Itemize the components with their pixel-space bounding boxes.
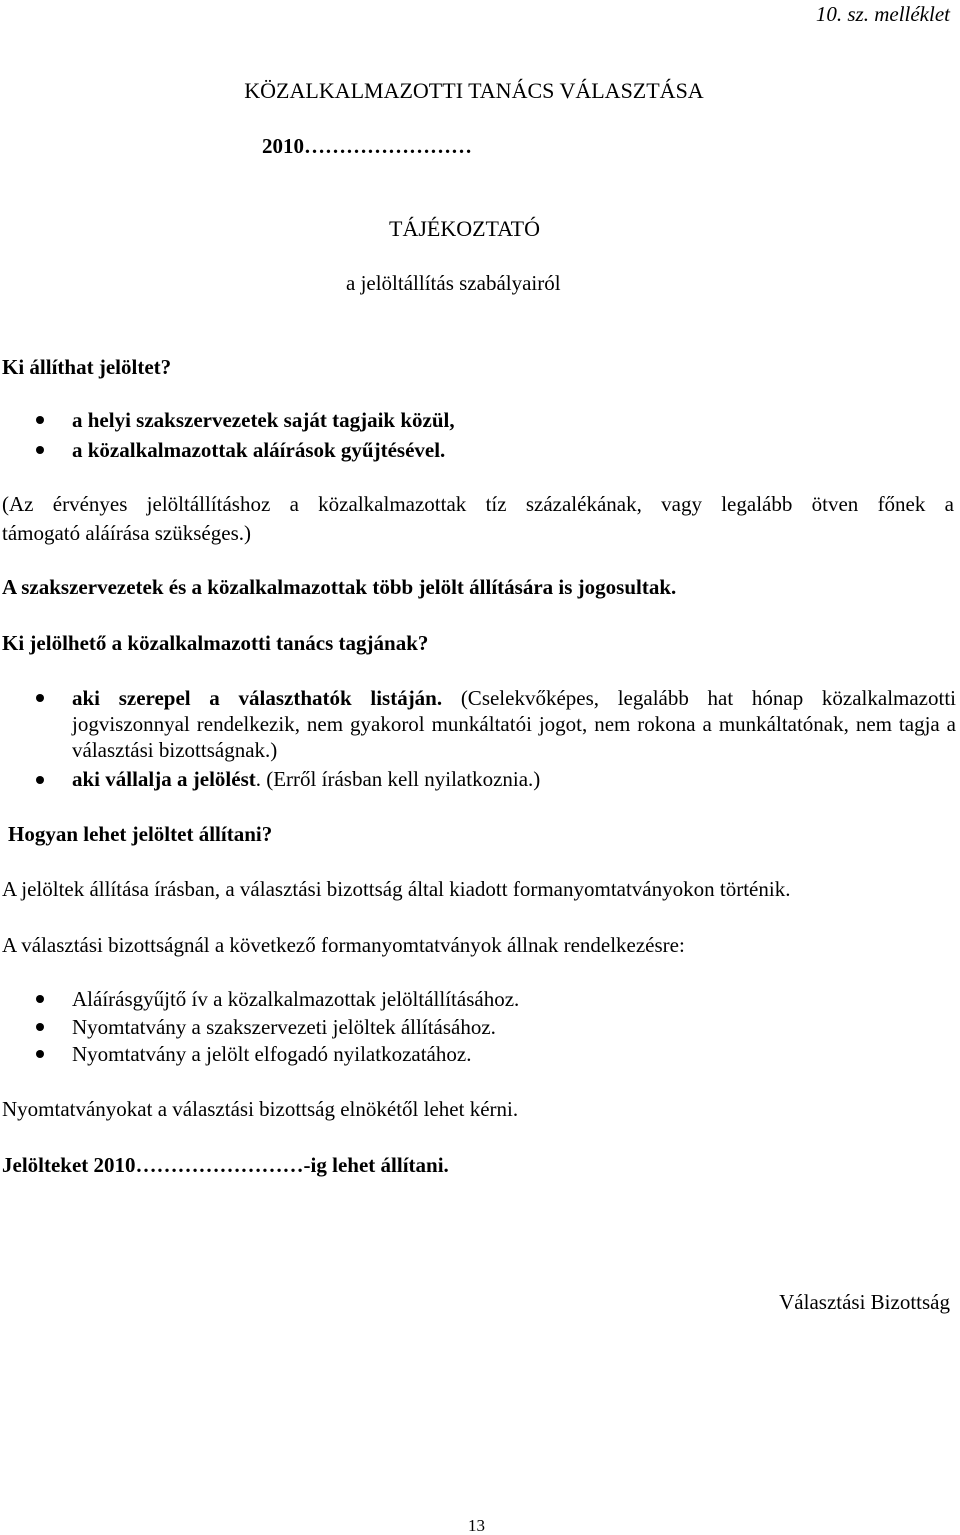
list-item: a közalkalmazottak aláírások gyűjtésével. [72,438,446,462]
forms-request-note: Nyomtatványokat a választási bizottság elnökétől lehet kérni. [2,1097,519,1121]
bullet-icon [36,776,44,784]
notice-heading: TÁJÉKOZTATÓ [389,216,540,241]
acceptance-details: . (Erről írásban kell nyilatkoznia.) [255,767,541,791]
bullet-icon [36,446,44,454]
section-question-who-eligible: Ki jelölhető a közalkalmazotti tanács tagjának? [2,631,429,655]
list-item: Nyomtatvány a jelölt elfogadó nyilatkozatához. [72,1042,472,1066]
nomination-method-paragraph: A jelöltek állítása írásban, a választási bizottság által kiadott formanyomtatványokon történik. [2,877,791,901]
signature-election-committee: Választási Bizottság [779,1290,950,1314]
bullet-icon [36,416,44,424]
support-note-line2: támogató aláírása szükséges.) [2,521,251,545]
year-line: 2010…………………… [262,134,472,158]
section-question-how-to-nominate: Hogyan lehet jelöltet állítani? [8,822,273,846]
bullet-icon [36,1050,44,1058]
list-item: a helyi szakszervezetek saját tagjaik közül, [72,408,455,432]
eligibility-details: (Cselekvőképes, legalább hat hónap közalkalmazotti jogviszonnyal rendelkezik, nem gyakorol munkáltatói jogot, nem rokona a munkáltatónak, nem tagja a választási bizottságnak.) [72,686,957,762]
nomination-deadline: Jelölteket 2010……………………-ig lehet állítani. [2,1153,449,1177]
bullet-icon [36,1023,44,1031]
list-item [72,769,540,790]
acceptance-condition: aki vállalja a jelölést [72,767,256,791]
bullet-icon [36,995,44,1003]
list-item: Nyomtatvány a szakszervezeti jelöltek állításához. [72,1015,496,1039]
multiple-candidates-statement: A szakszervezetek és a közalkalmazottak több jelölt állítására is jogosultak. [2,575,677,599]
eligibility-condition: aki szerepel a választhatók listáján. [72,686,443,710]
list-item [72,685,956,763]
support-note-line1: (Az érvényes jelöltállításhoz a közalkalmazottak tíz százalékának, vagy legalább ötven főnek a [2,492,954,516]
annex-label: 10. sz. melléklet [815,2,950,26]
notice-subheading: a jelöltállítás szabályairól [346,271,561,295]
document-title: KÖZALKALMAZOTTI TANÁCS VÁLASZTÁSA [244,78,704,103]
section-question-who-can-nominate: Ki állíthat jelöltet? [2,355,172,379]
available-forms-intro: A választási bizottságnál a következő formanyomtatványok állnak rendelkezésre: [2,933,685,957]
list-item: Aláírásgyűjtő ív a közalkalmazottak jelöltállításához. [72,987,520,1011]
page-number: 13 [468,1516,485,1535]
bullet-icon [36,694,44,702]
